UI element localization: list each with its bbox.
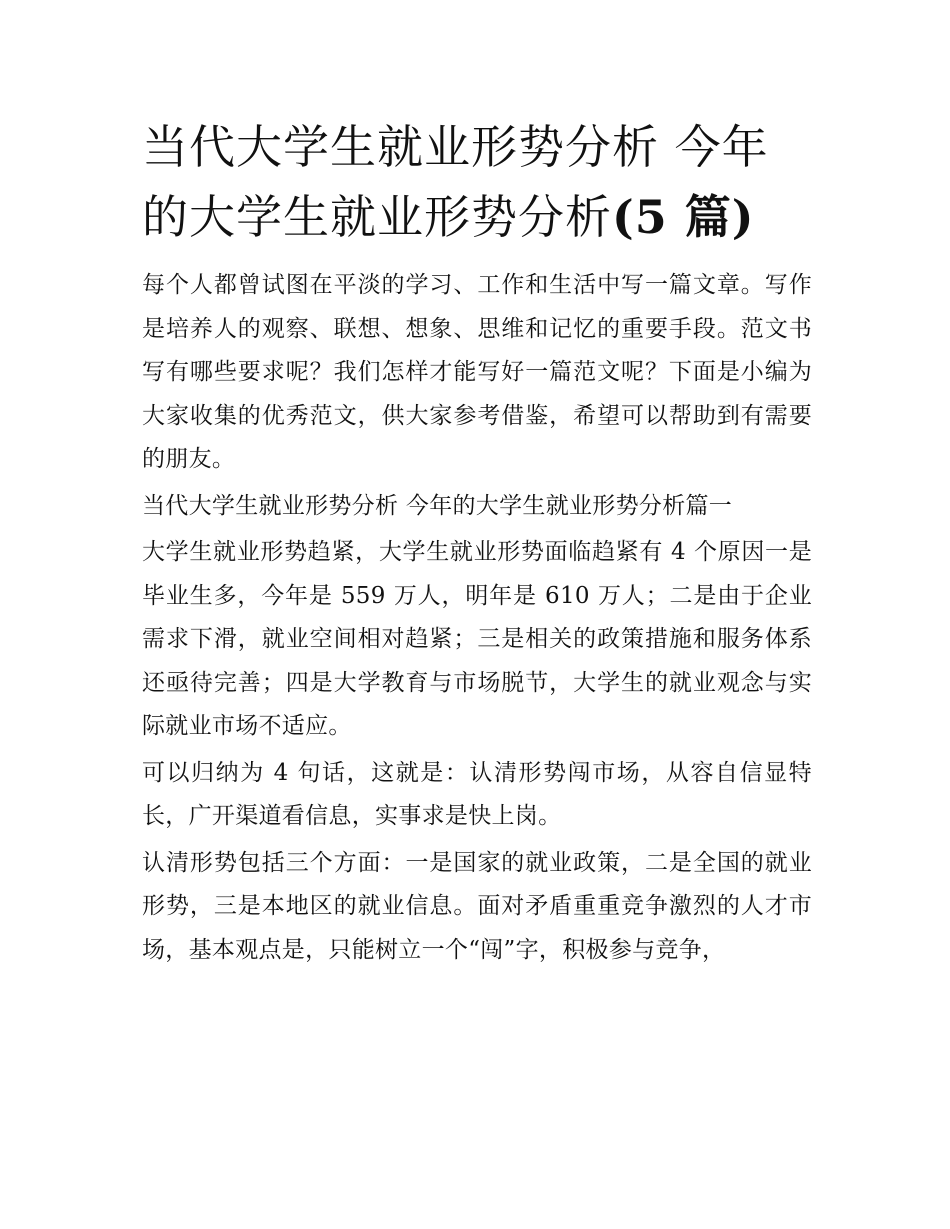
body-paragraph: 可以归纳为 4 句话，这就是：认清形势闯市场，从容自信显特长，广开渠道看信息，实事求是快上岗。 [142,759,812,829]
document-title [142,112,812,252]
title-count: (5 篇) [612,190,755,244]
document-body [142,264,812,972]
body-paragraph: 大学生就业形势趋紧，大学生就业形势面临趋紧有 4 个原因一是毕业生多，今年是 559 万人，明年是 610 万人；二是由于企业需求下滑，就业空间相对趋紧；三是相关的政策措施和服务体系还亟待完善；四是大学教育与市场脱节，大学生的就业观念与实际就业市场不适应。 [142,539,812,739]
title-text: 当代大学生就业形势分析 今年的大学生就业形势分析 [142,120,769,244]
document-content [142,112,812,975]
section-heading: 当代大学生就业形势分析 今年的大学生就业形势分析篇一 [142,492,733,519]
intro-paragraph: 每个人都曾试图在平淡的学习、工作和生活中写一篇文章。写作是培养人的观察、联想、想象、思维和记忆的重要手段。范文书写有哪些要求呢？我们怎样才能写好一篇范文呢？下面是小编为大家收集的优秀范文，供大家参考借鉴，希望可以帮助到有需要的朋友。 [142,272,812,472]
body-paragraph: 认清形势包括三个方面：一是国家的就业政策，二是全国的就业形势，三是本地区的就业信息。面对矛盾重重竞争激烈的人才市场，基本观点是，只能树立一个“闯”字，积极参与竞争， [142,849,812,963]
